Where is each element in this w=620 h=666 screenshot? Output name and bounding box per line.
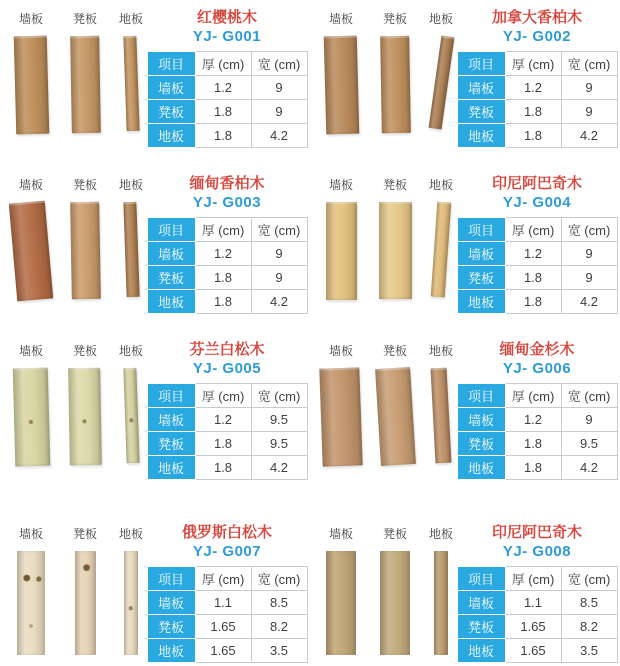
product-photos xyxy=(4,340,146,499)
product-photos xyxy=(314,340,456,499)
spec-value: 9.5 xyxy=(251,431,307,455)
wall-board-label: 墙板 xyxy=(18,12,43,26)
spec-value: 1.65 xyxy=(195,614,251,638)
wall-board-label: 墙板 xyxy=(18,178,43,192)
row-label-floor: 地板 xyxy=(147,289,195,313)
wall-board-label: 墙板 xyxy=(18,344,43,358)
spec-value: 9 xyxy=(251,75,307,99)
wall-board-image xyxy=(17,551,45,655)
product-photos xyxy=(4,8,146,166)
floor-board-image xyxy=(434,551,448,655)
product-photos xyxy=(4,174,146,332)
spec-value: 1.8 xyxy=(195,431,251,455)
spec-table xyxy=(457,217,618,314)
row-label-bench: 凳板 xyxy=(457,431,505,455)
spec-value: 1.2 xyxy=(195,407,251,431)
product-name: 印尼阿巴奇木 xyxy=(491,524,582,541)
floor-board-image xyxy=(123,36,139,131)
wall-board-label: 墙板 xyxy=(328,344,353,358)
bench-board-image xyxy=(70,202,101,299)
product-code: YJ- G004 xyxy=(502,193,572,211)
floor-board-image xyxy=(428,36,454,130)
spec-value: 1.8 xyxy=(505,123,561,147)
row-label-floor: 地板 xyxy=(457,455,505,479)
bench-board-image xyxy=(379,202,412,299)
bench-board-image xyxy=(375,367,416,466)
col-header-thickness: 厚 (cm) xyxy=(195,51,251,75)
spec-value: 9.5 xyxy=(561,431,617,455)
spec-value: 1.1 xyxy=(195,590,251,614)
spec-value: 1.8 xyxy=(195,123,251,147)
spec-value: 9 xyxy=(561,241,617,265)
spec-value: 1.8 xyxy=(505,289,561,313)
col-header-item: 项目 xyxy=(147,51,195,75)
product-name: 缅甸金杉木 xyxy=(499,341,575,358)
row-label-wall: 墙板 xyxy=(147,407,195,431)
spec-value: 1.8 xyxy=(505,431,561,455)
wall-board-image xyxy=(9,201,53,302)
col-header-width: 宽 (cm) xyxy=(561,566,617,590)
row-label-wall: 墙板 xyxy=(147,241,195,265)
product-code: YJ- G008 xyxy=(502,542,572,560)
bench-board-label: 凳板 xyxy=(382,344,407,358)
row-label-floor: 地板 xyxy=(147,638,195,662)
wall-board-image xyxy=(326,202,357,300)
col-header-thickness: 厚 (cm) xyxy=(195,217,251,241)
floor-board-image xyxy=(123,202,139,297)
col-header-width: 宽 (cm) xyxy=(251,217,307,241)
product-card-5 xyxy=(0,332,310,499)
wall-board-image xyxy=(323,36,359,135)
floor-board-image xyxy=(124,551,138,655)
col-header-item: 项目 xyxy=(457,566,505,590)
spec-value: 1.8 xyxy=(195,289,251,313)
spec-value: 4.2 xyxy=(561,455,617,479)
row-label-bench: 凳板 xyxy=(147,431,195,455)
col-header-width: 宽 (cm) xyxy=(251,51,307,75)
spec-value: 9 xyxy=(251,241,307,265)
bench-board-image xyxy=(75,551,96,655)
spec-value: 9 xyxy=(561,265,617,289)
row-label-wall: 墙板 xyxy=(147,75,195,99)
spec-table xyxy=(147,383,308,480)
col-header-thickness: 厚 (cm) xyxy=(505,383,561,407)
spec-table xyxy=(147,51,308,148)
product-name: 加拿大香柏木 xyxy=(491,9,582,26)
product-name: 红樱桃木 xyxy=(196,9,257,26)
bench-board-label: 凳板 xyxy=(382,12,407,26)
floor-board-label: 地板 xyxy=(428,12,453,26)
bench-board-label: 凳板 xyxy=(72,12,97,26)
col-header-width: 宽 (cm) xyxy=(251,566,307,590)
row-label-floor: 地板 xyxy=(147,123,195,147)
product-name: 缅甸香柏木 xyxy=(189,175,265,192)
spec-value: 1.8 xyxy=(195,455,251,479)
spec-value: 8.5 xyxy=(251,590,307,614)
bench-board-label: 凳板 xyxy=(382,527,407,541)
col-header-thickness: 厚 (cm) xyxy=(195,566,251,590)
row-label-bench: 凳板 xyxy=(457,99,505,123)
product-card-2 xyxy=(310,0,620,166)
spec-value: 1.8 xyxy=(505,265,561,289)
bench-board-label: 凳板 xyxy=(72,344,97,358)
col-header-item: 项目 xyxy=(457,51,505,75)
col-header-thickness: 厚 (cm) xyxy=(505,566,561,590)
product-code: YJ- G007 xyxy=(192,542,262,560)
row-label-wall: 墙板 xyxy=(457,590,505,614)
product-code: YJ- G002 xyxy=(502,27,572,45)
spec-value: 3.5 xyxy=(251,638,307,662)
spec-value: 8.2 xyxy=(561,614,617,638)
product-card-8 xyxy=(310,499,620,666)
product-card-4 xyxy=(310,166,620,332)
spec-value: 8.5 xyxy=(561,590,617,614)
spec-table xyxy=(147,566,308,663)
spec-value: 4.2 xyxy=(251,289,307,313)
col-header-item: 项目 xyxy=(457,217,505,241)
col-header-width: 宽 (cm) xyxy=(561,217,617,241)
product-code: YJ- G003 xyxy=(192,193,262,211)
spec-value: 1.8 xyxy=(195,265,251,289)
bench-board-image xyxy=(380,36,411,133)
row-label-floor: 地板 xyxy=(457,123,505,147)
spec-value: 9 xyxy=(561,407,617,431)
bench-board-image xyxy=(70,36,101,133)
spec-table xyxy=(457,383,618,480)
floor-board-label: 地板 xyxy=(118,344,143,358)
spec-value: 9 xyxy=(251,265,307,289)
col-header-item: 项目 xyxy=(147,566,195,590)
spec-table xyxy=(457,51,618,148)
spec-table xyxy=(457,566,618,663)
spec-value: 4.2 xyxy=(561,289,617,313)
col-header-item: 项目 xyxy=(147,383,195,407)
wall-board-image xyxy=(326,551,356,655)
spec-value: 9.5 xyxy=(251,407,307,431)
wall-board-label: 墙板 xyxy=(328,178,353,192)
row-label-floor: 地板 xyxy=(147,455,195,479)
row-label-bench: 凳板 xyxy=(147,614,195,638)
row-label-wall: 墙板 xyxy=(457,241,505,265)
row-label-floor: 地板 xyxy=(457,638,505,662)
spec-value: 1.8 xyxy=(505,455,561,479)
spec-value: 1.8 xyxy=(505,99,561,123)
wall-board-label: 墙板 xyxy=(18,527,43,541)
col-header-width: 宽 (cm) xyxy=(561,51,617,75)
product-name: 芬兰白松木 xyxy=(189,341,265,358)
bench-board-label: 凳板 xyxy=(72,178,97,192)
spec-value: 1.2 xyxy=(195,241,251,265)
row-label-wall: 墙板 xyxy=(457,407,505,431)
floor-board-label: 地板 xyxy=(428,527,453,541)
col-header-thickness: 厚 (cm) xyxy=(195,383,251,407)
col-header-thickness: 厚 (cm) xyxy=(505,51,561,75)
spec-value: 1.65 xyxy=(195,638,251,662)
spec-value: 4.2 xyxy=(251,123,307,147)
product-name: 印尼阿巴奇木 xyxy=(491,175,582,192)
spec-value: 8.2 xyxy=(251,614,307,638)
row-label-wall: 墙板 xyxy=(457,75,505,99)
spec-value: 1.65 xyxy=(505,614,561,638)
col-header-item: 项目 xyxy=(147,217,195,241)
floor-board-label: 地板 xyxy=(118,12,143,26)
floor-board-image xyxy=(123,368,139,463)
floor-board-label: 地板 xyxy=(118,178,143,192)
col-header-item: 项目 xyxy=(457,383,505,407)
product-card-7 xyxy=(0,499,310,666)
floor-board-label: 地板 xyxy=(428,344,453,358)
spec-value: 1.65 xyxy=(505,638,561,662)
spec-value: 9 xyxy=(561,75,617,99)
wall-board-image xyxy=(13,36,49,135)
product-code: YJ- G005 xyxy=(192,359,262,377)
floor-board-label: 地板 xyxy=(118,527,143,541)
product-card-3 xyxy=(0,166,310,332)
floor-board-image xyxy=(431,368,452,464)
spec-value: 1.2 xyxy=(505,407,561,431)
floor-board-image xyxy=(431,202,452,298)
spec-value: 9 xyxy=(251,99,307,123)
spec-value: 3.5 xyxy=(561,638,617,662)
product-card-6 xyxy=(310,332,620,499)
wall-board-label: 墙板 xyxy=(328,12,353,26)
spec-value: 1.2 xyxy=(505,75,561,99)
product-code: YJ- G001 xyxy=(192,27,262,45)
spec-value: 9 xyxy=(561,99,617,123)
spec-table xyxy=(147,217,308,314)
col-header-width: 宽 (cm) xyxy=(251,383,307,407)
row-label-bench: 凳板 xyxy=(147,265,195,289)
row-label-bench: 凳板 xyxy=(457,614,505,638)
spec-value: 4.2 xyxy=(561,123,617,147)
product-code: YJ- G006 xyxy=(502,359,572,377)
row-label-floor: 地板 xyxy=(457,289,505,313)
wall-board-label: 墙板 xyxy=(328,527,353,541)
product-photos xyxy=(314,523,456,666)
col-header-width: 宽 (cm) xyxy=(561,383,617,407)
floor-board-label: 地板 xyxy=(428,178,453,192)
spec-value: 1.8 xyxy=(195,99,251,123)
spec-value: 4.2 xyxy=(251,455,307,479)
product-card-1 xyxy=(0,0,310,166)
wall-board-image xyxy=(12,368,50,467)
spec-value: 1.2 xyxy=(195,75,251,99)
row-label-bench: 凳板 xyxy=(457,265,505,289)
row-label-wall: 墙板 xyxy=(147,590,195,614)
spec-value: 1.2 xyxy=(505,241,561,265)
bench-board-image xyxy=(68,368,102,466)
spec-value: 1.1 xyxy=(505,590,561,614)
wall-board-image xyxy=(319,367,362,466)
bench-board-label: 凳板 xyxy=(72,527,97,541)
bench-board-image xyxy=(380,551,410,655)
bench-board-label: 凳板 xyxy=(382,178,407,192)
product-photos xyxy=(4,523,146,666)
row-label-bench: 凳板 xyxy=(147,99,195,123)
col-header-thickness: 厚 (cm) xyxy=(505,217,561,241)
product-photos xyxy=(314,8,456,166)
product-name: 俄罗斯白松木 xyxy=(181,524,272,541)
product-photos xyxy=(314,174,456,332)
